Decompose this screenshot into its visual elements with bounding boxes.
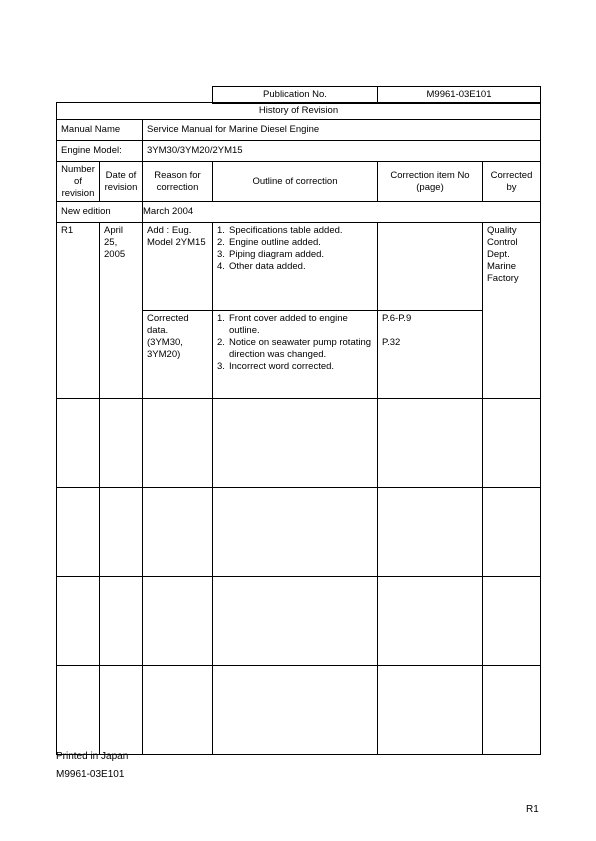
list-item: 1. Front cover added to engine outline. [217, 313, 348, 336]
manual-name-label: Manual Name [57, 120, 143, 141]
corrected-by-empty [483, 311, 541, 399]
revision-reason: Add : Eug. Model 2YM15 [143, 223, 213, 311]
header-date-of-revision: Date of revision [100, 162, 143, 202]
page-revision-mark: R1 [526, 804, 539, 815]
header-corrected-by: Corrected by [483, 162, 541, 202]
history-title: History of Revision [57, 103, 541, 120]
correction-page: P.6-P.9 [382, 313, 412, 324]
revision-reason: Corrected data. (3YM30, 3YM20) [143, 311, 213, 399]
list-item: 2. Engine outline added. [217, 237, 321, 248]
revision-number: R1 [57, 223, 100, 399]
table-row [57, 666, 541, 755]
correction-pages [378, 223, 483, 311]
new-edition-label: New edition [57, 202, 143, 223]
correction-outline-list [217, 313, 373, 373]
revision-date: April 25, 2005 [100, 223, 143, 399]
new-edition-date: March 2004 [143, 202, 541, 223]
table-row [57, 488, 541, 577]
publication-label: Publication No. [213, 87, 378, 104]
correction-outline-list [217, 225, 373, 273]
header-reason: Reason for correction [143, 162, 213, 202]
printed-in-text: Printed in Japan [56, 751, 129, 762]
correction-page: P.32 [382, 337, 401, 348]
document-code: M9961-03E101 [56, 769, 125, 780]
header-number-of-revision: Number of revision [57, 162, 100, 202]
table-row [57, 399, 541, 488]
header-outline: Outline of correction [213, 162, 378, 202]
header-correction-item: Correction item No (page) [378, 162, 483, 202]
corrected-by-value: Quality Control Dept. Marine Factory [483, 223, 541, 311]
list-item: 4. Other data added. [217, 261, 306, 272]
list-item: 3. Piping diagram added. [217, 249, 325, 260]
table-row [57, 577, 541, 666]
list-item: 3. Incorrect word corrected. [217, 361, 335, 372]
list-item: 2. Notice on seawater pump rotating direction was changed. [217, 337, 372, 360]
revision-history-table [56, 102, 541, 755]
manual-name-value: Service Manual for Marine Diesel Engine [143, 120, 541, 141]
engine-model-value: 3YM30/3YM20/2YM15 [143, 141, 541, 162]
list-item: 1. Specifications table added. [217, 225, 343, 236]
publication-number: M9961-03E101 [378, 87, 541, 104]
engine-model-label: Engine Model: [57, 141, 143, 162]
